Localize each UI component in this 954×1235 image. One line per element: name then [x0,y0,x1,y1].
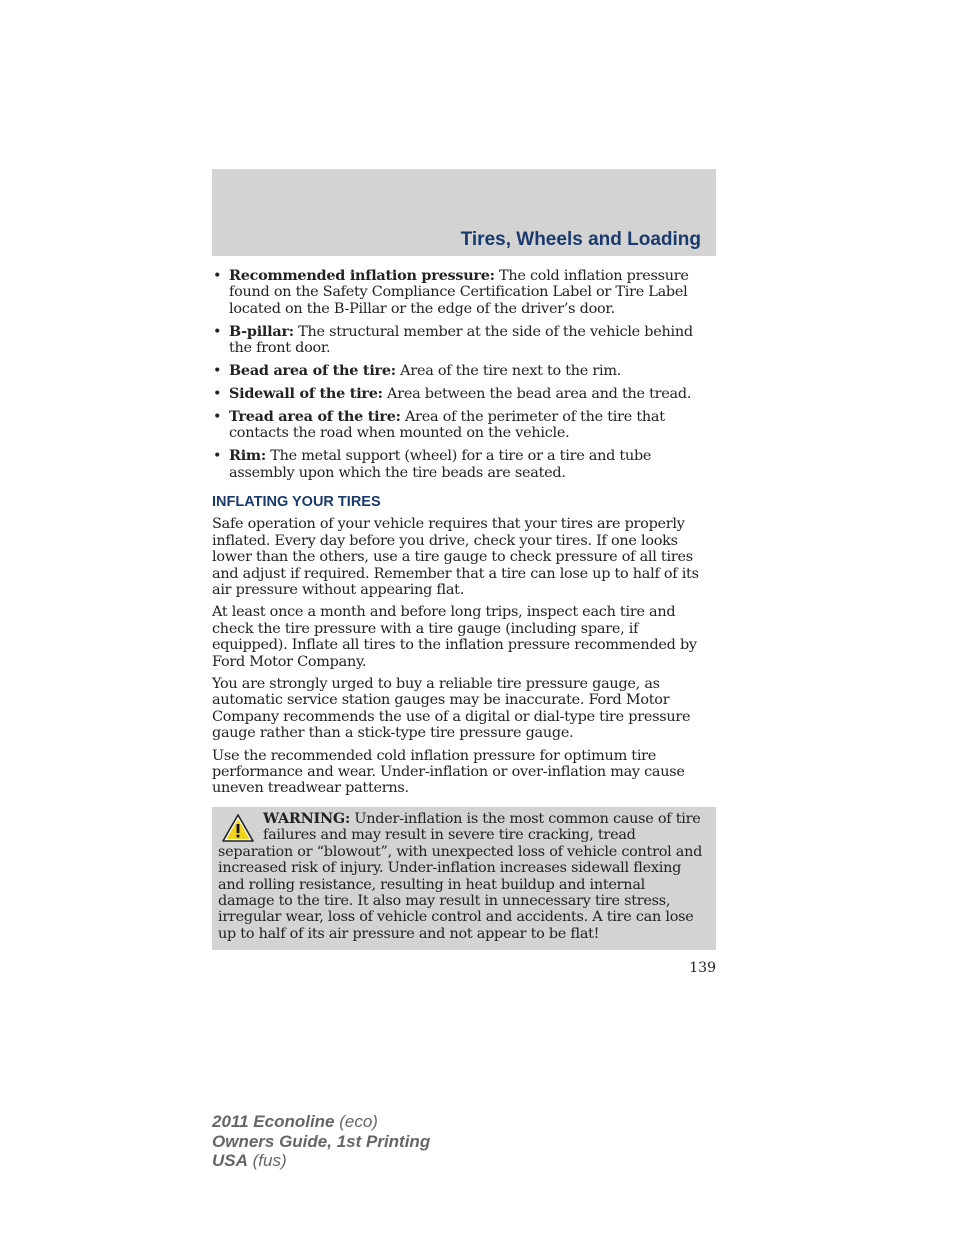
definition-text: Area of the perimeter of the tire that contacts the road when mounted on the vehicle. [229,408,665,442]
chapter-header-band [212,169,716,256]
warning-label: WARNING: [263,809,351,827]
document-footer [212,1112,430,1171]
body-paragraph: At least once a month and before long trips, inspect each tire and check the tire pressure with a tire gauge (including spare, if equipped). Inflate all tires to the inflation pressure recommended by Ford Motor Company. [212,604,697,670]
warning-text: Under-inflation is the most common cause of tire failures and may result in severe tire cracking, tread separation or “blowout”, with unexpected loss of vehicle control and increased risk of injury. Under-inflation increases sidewall flexing and rolling resistance, resulting in heat buildup and internal damage to the tire. It also may result in unnecessary tire stress, irregular wear, loss of vehicle control and accidents. A tire can lose up to half of its air pressure and not appear to be flat! [218,810,703,942]
body-paragraph: Use the recommended cold inflation pressure for optimum tire performance and wear. Under-inflation or over-inflation may cause uneven treadwear patterns. [212,747,685,797]
warning-triangle-icon [221,813,255,843]
definition-term: Sidewall of the tire: [229,384,383,402]
warning-box [212,807,716,950]
definition-term: B-pillar: [229,322,294,340]
bullet-icon: • [213,323,222,340]
body-paragraph: Safe operation of your vehicle requires that your tires are properly inflated. Every day before you drive, check your tires. If one looks lower than the others, use a tire gauge to check pressure of all tires and adjust if required. Remember that a tire can lose up to half of its air pressure without appearing flat. [212,516,699,598]
list-item [212,448,716,481]
bullet-icon: • [213,408,222,425]
bullet-icon: • [213,268,222,284]
list-item [212,363,716,379]
definition-text: The metal support (wheel) for a tire or a tire and tube assembly upon which the tire beads are seated. [229,448,652,481]
list-item [212,268,716,317]
bullet-icon: • [213,448,222,465]
footer-line [212,1112,430,1132]
definition-term: Rim: [229,447,266,465]
definition-term: Bead area of the tire: [229,362,396,380]
definition-text: The structural member at the side of the vehicle behind the front door. [229,323,693,357]
footer-region-code: (fus) [247,1151,287,1170]
footer-line [212,1151,430,1171]
definition-text: The cold inflation pressure found on the Safety Compliance Certification Label or Tire Label located on the B-Pillar or the edge of the driver’s door. [229,268,689,317]
bullet-icon: • [213,385,222,402]
section-heading: INFLATING YOUR TIRES [212,493,381,510]
list-item [212,386,716,402]
list-item [212,324,716,357]
page-content [212,268,716,950]
definition-text: Area between the bead area and the tread. [382,385,692,402]
page-number: 139 [689,960,716,976]
definition-list [212,268,716,481]
footer-model-code: (eco) [334,1112,378,1131]
definition-term: Tread area of the tire: [229,407,401,425]
footer-region: USA [212,1151,248,1170]
footer-line [212,1132,430,1152]
body-paragraph: You are strongly urged to buy a reliable tire pressure gauge, as automatic service station gauges may be inaccurate. Ford Motor Company recommends the use of a digital or dial-type tire pressure gauge rather than a stick-type tire pressure gauge. [212,676,691,742]
definition-term: Recommended inflation pressure: [229,267,495,284]
chapter-title: Tires, Wheels and Loading [460,229,701,250]
bullet-icon: • [213,363,222,380]
list-item [212,409,716,442]
definition-text: Area of the tire next to the rim. [395,363,622,380]
footer-guide: Owners Guide, 1st Printing [212,1131,431,1151]
footer-model: 2011 Econoline [212,1112,335,1131]
